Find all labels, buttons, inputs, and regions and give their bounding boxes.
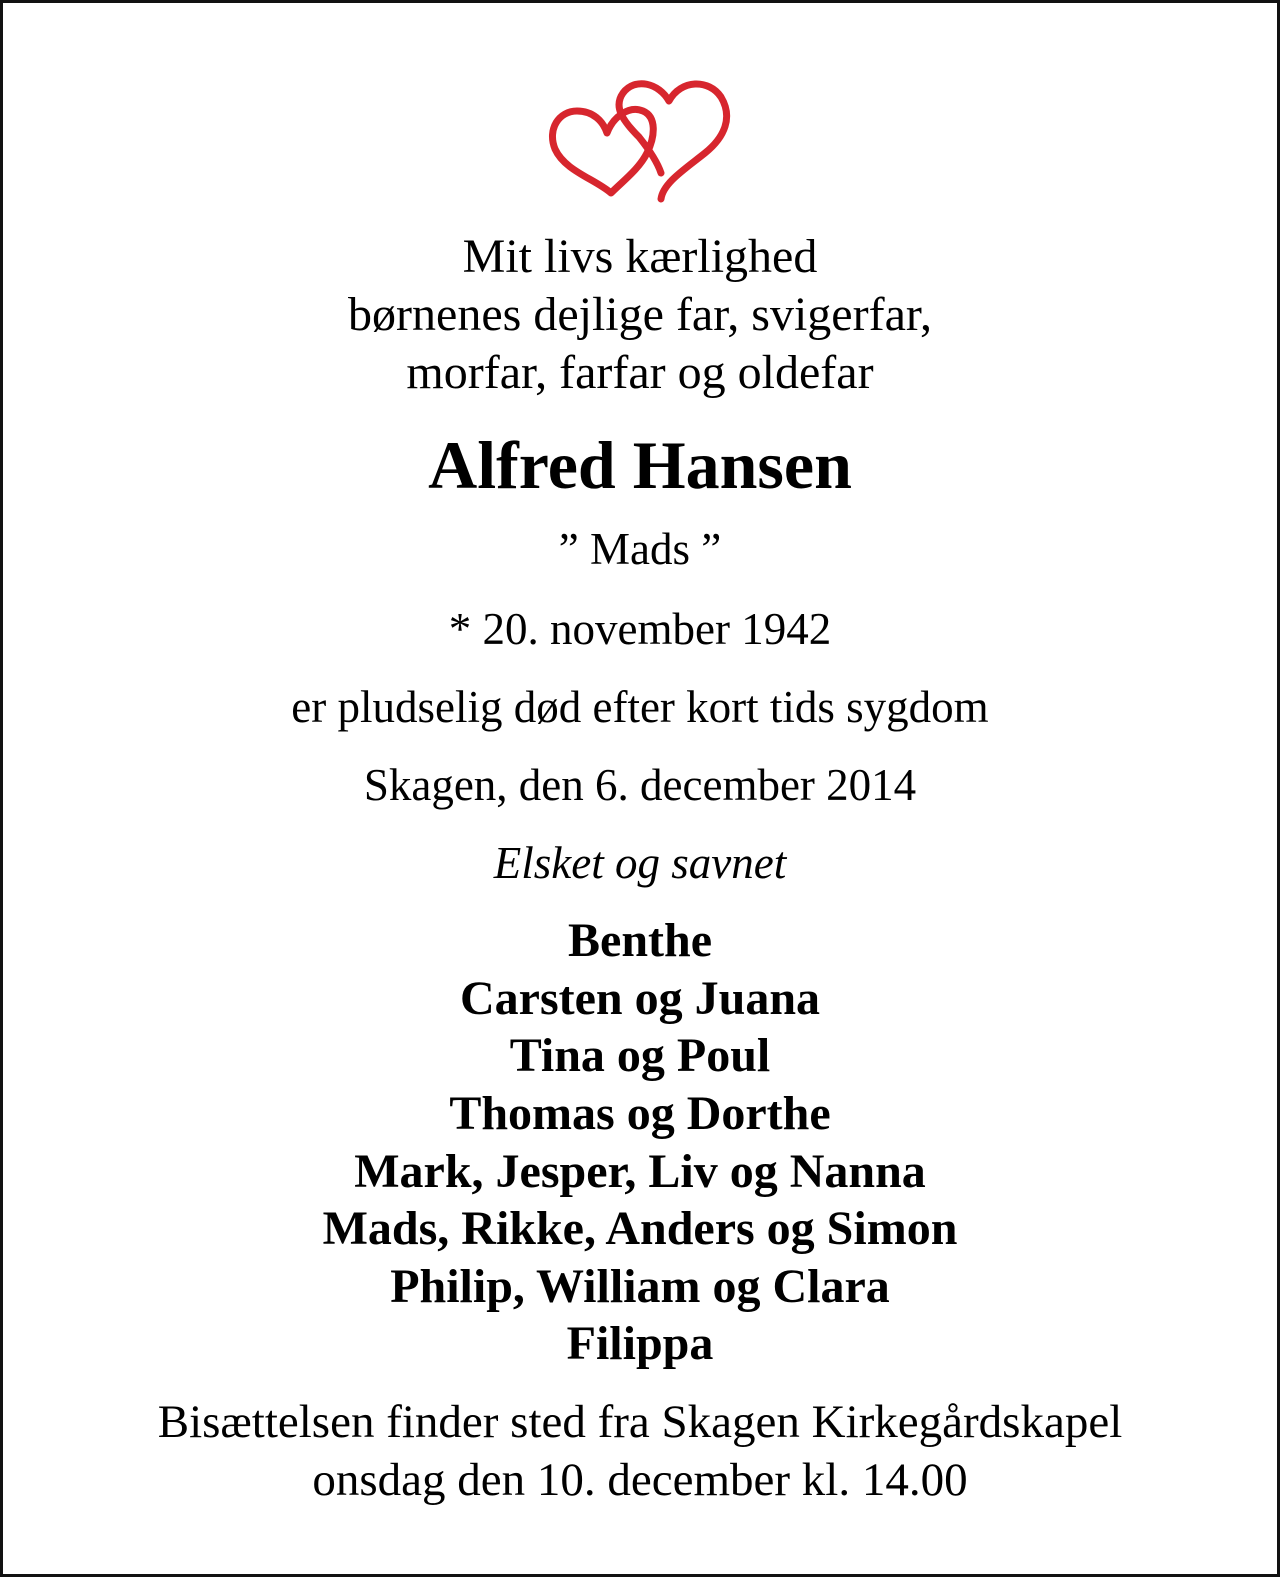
intro-line: morfar, farfar og oldefar (406, 346, 874, 399)
funeral-line: Bisættelsen finder sted fra Skagen Kirkegårdskapel (157, 1396, 1123, 1448)
death-notice: er pludselig død efter kort tids sygdom (291, 682, 989, 732)
deceased-name: Alfred Hansen (428, 427, 852, 503)
mourner-line: Philip, William og Clara (390, 1260, 890, 1313)
place-date: Skagen, den 6. december 2014 (363, 760, 917, 810)
mourner-line: Benthe (568, 914, 712, 967)
birth-date: * 20. november 1942 (448, 604, 832, 654)
intro-line: Mit livs kærlighed (462, 230, 818, 283)
intro-line: børnenes dejlige far, svigerfar, (348, 288, 932, 341)
mourner-line: Filippa (566, 1317, 714, 1370)
mourner-line: Tina og Poul (509, 1029, 771, 1082)
double-heart-icon (543, 61, 743, 211)
mourner-line: Thomas og Dorthe (449, 1087, 831, 1140)
mourner-line: Mads, Rikke, Anders og Simon (322, 1202, 958, 1255)
mourner-line: Mark, Jesper, Liv og Nanna (354, 1145, 926, 1198)
tagline: Elsket og savnet (493, 838, 787, 888)
funeral-line: onsdag den 10. december kl. 14.00 (312, 1454, 968, 1506)
mourner-line: Carsten og Juana (459, 972, 821, 1025)
deceased-nickname: ” Mads ” (558, 524, 722, 574)
